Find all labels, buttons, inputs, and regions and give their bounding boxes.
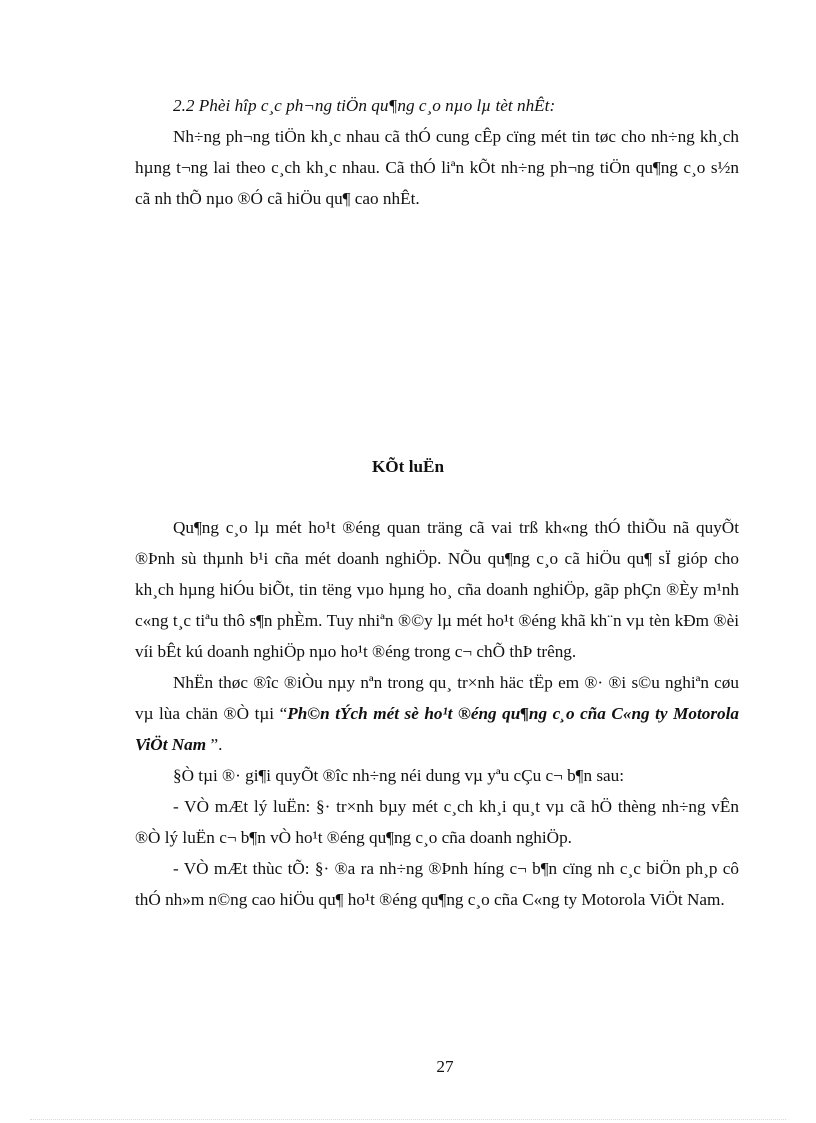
section-heading: 2.2 Phèi hîp c¸c ph¬ng tiÖn qu¶ng c¸o nµo lµ tèt nhÊt: [173, 96, 556, 115]
paragraph-2-lead: NhËn thøc ®îc ®iÒu nµy nªn trong qu¸ tr×nh häc tËp em ®· ®i s©u nghiªn cøu vµ lùa chän ®Ò tµi “ [135, 673, 739, 723]
thesis-topic: Ph©n tÝch mét sè ho¹t ®éng qu¶ng c¸o cña C«ng ty Motorola ViÖt Nam [135, 704, 739, 754]
page-number: 27 [436, 1057, 454, 1076]
bottom-divider [30, 1119, 786, 1120]
conclusion-body [135, 512, 739, 915]
conclusion-paragraph-2 [135, 667, 739, 760]
conclusion-paragraph-5: - VÒ mÆt thùc tÕ: §· ®a ra nh÷ng ®Þnh híng c¬ b¶n cïng nh c¸c biÖn ph¸p cô thÓ nh»m n©ng cao hiÖu qu¶ ho¹t ®éng qu¶ng c¸o cña C«ng ty Motorola ViÖt Nam. [135, 859, 739, 909]
conclusion-paragraph-1: Qu¶ng c¸o lµ mét ho¹t ®éng quan träng cã vai trß kh«ng thÓ thiÕu nã quyÕt ®Þnh sù thµnh b¹i cña mét doanh nghiÖp. NÕu qu¶ng c¸o cã hiÖu qu¶ sÏ gióp cho kh¸ch hµng hiÓu biÕt, tin tëng vµo hµng ho¸ cña doanh nghiÖp, gãp phÇn ®Èy m¹nh c«ng t¸c tiªu thô s¶n phÈm. Tuy nhiªn ®©y lµ mét ho¹t ®éng khã kh¨n vµ tèn kÐm ®èi víi bÊt kú doanh nghiÖp nµo ho¹t ®éng trong c¬ chÕ thÞ trêng. [135, 518, 739, 661]
section-paragraph: Nh÷ng ph¬ng tiÖn kh¸c nhau cã thÓ cung cÊp cïng mét tin tøc cho nh÷ng kh¸ch hµng t¬ng lai theo c¸ch kh¸c nhau. Cã thÓ liªn kÕt nh÷ng ph¬ng tiÖn qu¶ng c¸o s½n cã nh thÕ nµo ®Ó cã hiÖu qu¶ cao nhÊt. [135, 127, 739, 208]
conclusion-paragraph-3: §Ò tµi ®· gi¶i quyÕt ®îc nh÷ng néi dung vµ yªu cÇu c¬ b¶n sau: [173, 766, 625, 785]
conclusion-title: KÕt luËn [371, 457, 445, 476]
section-2-2 [135, 90, 739, 214]
paragraph-2-tail: ”. [206, 735, 223, 754]
conclusion-paragraph-4: - VÒ mÆt lý luËn: §· tr×nh bµy mét c¸ch kh¸i qu¸t vµ cã hÖ thèng nh÷ng vÊn ®Ò lý luËn c¬ b¶n vÒ ho¹t ®éng qu¶ng c¸o cña doanh nghiÖp. [135, 797, 739, 847]
